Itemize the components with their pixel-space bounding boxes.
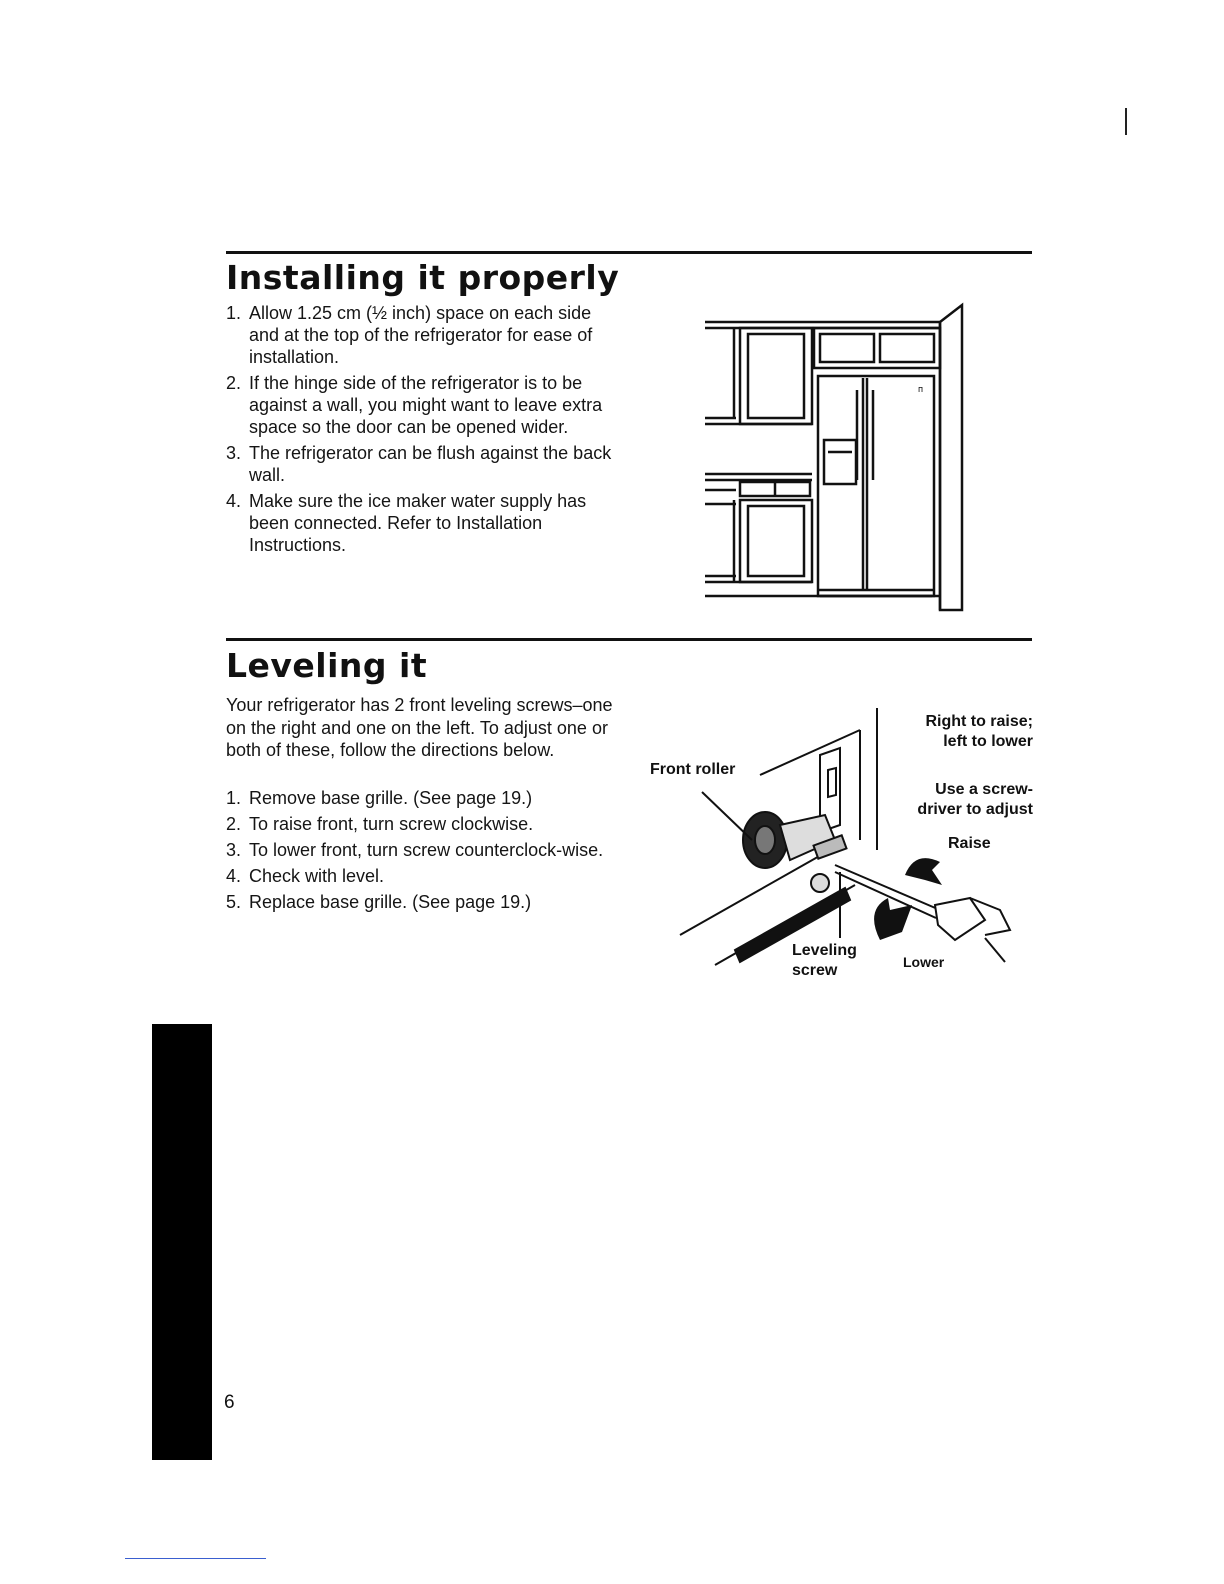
section-tab-bar	[152, 1024, 212, 1460]
heading-leveling: Leveling it	[226, 646, 428, 685]
refrigerator-in-cabinet-illustration	[700, 300, 970, 618]
label-use-screwdriver: Use a screw-driver to adjust	[917, 781, 1033, 818]
list-item: 3. To lower front, turn screw counterclock-wise.	[226, 840, 604, 860]
list-item: 4. Make sure the ice maker water supply has been connected. Refer to Installation Instructions.	[226, 491, 587, 555]
footer-line	[125, 1558, 266, 1559]
label-leveling-screw: Leveling screw	[792, 942, 857, 979]
margin-mark	[1125, 108, 1127, 135]
install-steps-list	[226, 302, 626, 560]
section-rule-install	[226, 251, 1032, 254]
section-rule-leveling	[226, 638, 1032, 641]
page-number: 6	[224, 1392, 235, 1413]
label-raise: Raise	[948, 835, 991, 852]
list-item: 4. Check with level.	[226, 866, 385, 886]
list-item: 3. The refrigerator can be flush against the back wall.	[226, 443, 612, 485]
list-item: 2. To raise front, turn screw clockwise.	[226, 814, 534, 834]
list-item: 1. Allow 1.25 cm (½ inch) space on each side and at the top of the refrigerator for ease of installation.	[226, 303, 593, 367]
heading-installing: Installing it properly	[226, 258, 620, 297]
list-item: 2. If the hinge side of the refrigerator is to be against a wall, you might want to leave extra space so the door can be opened wider.	[226, 373, 603, 437]
leveling-steps-list	[226, 787, 616, 917]
label-right-to-raise: Right to raise; left to lower	[925, 713, 1033, 750]
label-lower: Lower	[903, 954, 945, 970]
list-item: 5. Replace base grille. (See page 19.)	[226, 892, 532, 912]
list-item: 1. Remove base grille. (See page 19.)	[226, 788, 533, 808]
svg-text:ᴨ: ᴨ	[918, 385, 924, 395]
label-front-roller: Front roller	[650, 761, 736, 778]
leveling-intro: Your refrigerator has 2 front leveling screws–one on the right and one on the left. To adjust one or both of these, follow the directions below.	[226, 695, 613, 760]
